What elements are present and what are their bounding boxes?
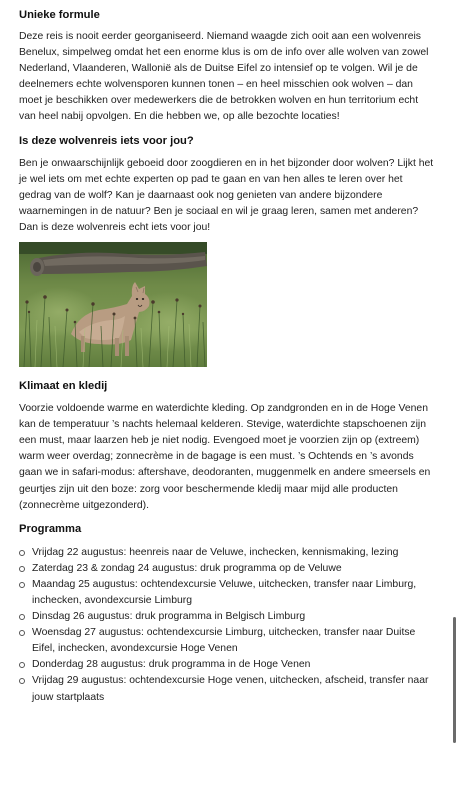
list-item: [19, 625, 435, 657]
list-item: [19, 657, 435, 673]
list-item-text: Maandag 25 augustus: ochtendexcursie Veluwe, uitchecken, transfer naar Limburg, inchecken, avondexcursie Limburg: [32, 578, 417, 606]
bullet-icon: [19, 662, 25, 668]
bullet-icon: [19, 630, 25, 636]
list-item-text: Vrijdag 29 augustus: ochtendexcursie Hoge venen, uitchecken, afscheid, transfer naar jouw startplaats: [32, 675, 429, 703]
program-list: [19, 545, 435, 706]
list-item-text: Dinsdag 26 augustus: druk programma in Belgisch Limburg: [32, 611, 306, 623]
list-item: [19, 577, 435, 609]
list-item: [19, 545, 435, 561]
list-item-text: Woensdag 27 augustus: ochtendexcursie Limburg, uitchecken, transfer naar Duitse Eifel, inchecken, avondexcursie Hoge Venen: [32, 627, 416, 655]
article-content: [19, 6, 435, 706]
paragraph-klimaat-en-kledij: Voorzie voldoende warme en waterdichte kleding. Op zandgronden en in de Hoge Venen kan de temperatuur ’s nachts helemaal kelderen. Stevige, waterdichte stapschoenen zijn een must, maar laarzen heb je niet nodig. Evengoed moet je voorzien zijn op (extreem) warm weer overdag; zonnecrème in de bagage is een must. ’s Ochtends en ’s avonds gaan we in safari-modus: aftershave, deodoranten, muggenmelk en andere smeersels en geurtjes zijn uit den boze: zorg voor beschermende kledij maar mijd alle producten (zonnecrème uitgezonderd).: [19, 403, 431, 511]
bullet-icon: [19, 582, 25, 588]
heading-programma: Programma: [19, 522, 82, 535]
list-item: [19, 673, 435, 705]
bullet-icon: [19, 614, 25, 620]
bullet-icon: [19, 678, 25, 684]
heading-is-deze-reis-iets-voor-jou: Is deze wolvenreis iets voor jou?: [19, 134, 194, 147]
heading-unieke-formule: Unieke formule: [19, 9, 100, 21]
list-item: [19, 609, 435, 625]
wolf-in-grass-photo: [19, 242, 207, 367]
vertical-scrollbar-thumb[interactable]: [453, 617, 456, 743]
list-item: [19, 561, 435, 577]
heading-klimaat-en-kledij: Klimaat en kledij: [19, 380, 108, 393]
bullet-icon: [19, 550, 25, 556]
list-item-text: Vrijdag 22 augustus: heenreis naar de Veluwe, inchecken, kennismaking, lezing: [32, 546, 399, 558]
bullet-icon: [19, 566, 25, 572]
list-item-text: Zaterdag 23 & zondag 24 augustus: druk programma op de Veluwe: [32, 562, 342, 574]
paragraph-unieke-formule: Deze reis is nooit eerder georganiseerd. Niemand waagde zich ooit aan een wolvenreis Benelux, simpelweg omdat het een enorme klus is om de info over alle wolven van zowel Nederland, Vlaanderen, Wallonië als de Duitse Eifel zo intensief op te volgen. Wil je de deelnemers echte wolvensporen kunnen tonen – en heel misschien ook wolven – dan moet je beschikken over medewerkers die de betrokken wolven en hun territorium echt van heel nabij opvolgen. En die hebben we, op alle bezochte locaties!: [19, 31, 429, 123]
paragraph-is-deze-reis-iets-voor-jou: Ben je onwaarschijnlijk geboeid door zoogdieren en in het bijzonder door wolven? Lijkt het je wel iets om met echte experten op pad te gaan en van hen alles te leren over het gedrag van de wolf? Kan je daarnaast ook nog genieten van andere bijzondere waarnemingen in de natuur? Ben je sociaal en wil je graag leren, samen met anderen? Dan is deze wolvenreis echt iets voor jou!: [19, 157, 434, 233]
list-item-text: Donderdag 28 augustus: druk programma in de Hoge Venen: [32, 659, 311, 671]
